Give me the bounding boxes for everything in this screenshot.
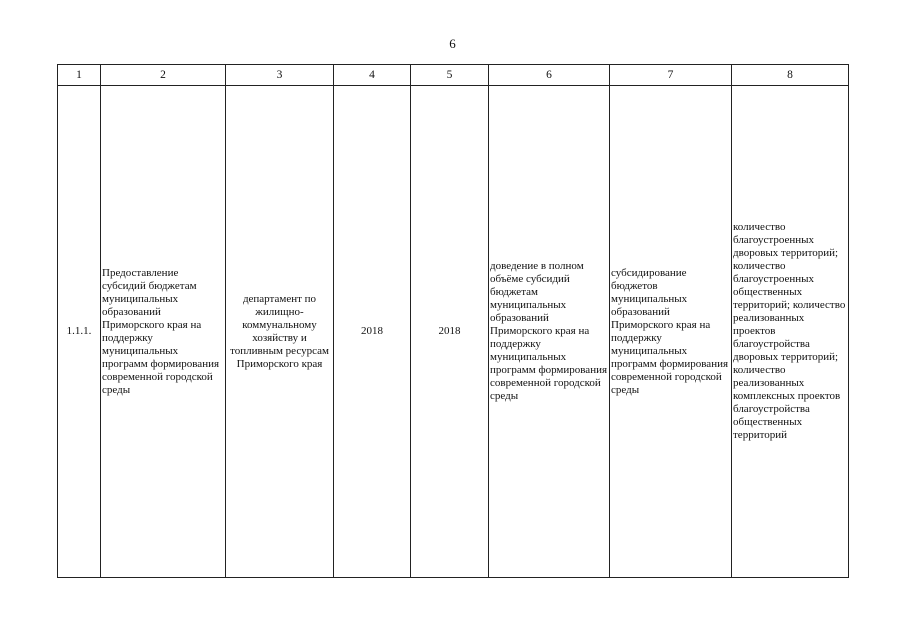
header-cell-4: 4 — [334, 65, 411, 86]
header-cell-1: 1 — [58, 65, 101, 86]
expected-result-cell: доведение в полном объёме субсидий бюджетам муниципальных образований Приморского края на поддержку муниципальных программ формирования современной городской среды — [489, 86, 610, 578]
indicators-cell: количество благоустроенных дворовых территорий; количество благоустроенных общественных территорий; количество реализованных проектов благоустройства дворовых территорий; количество реализованных комплексных проектов благоустройства общественных территорий — [732, 86, 849, 578]
page-number: 6 — [449, 36, 456, 51]
implementation-cell: субсидирование бюджетов муниципальных образований Приморского края на поддержку муниципальных программ формирования современной городской среды — [610, 86, 732, 578]
header-cell-2: 2 — [101, 65, 226, 86]
activity-name-cell: Предоставление субсидий бюджетам муниципальных образований Приморского края на поддержку муниципальных программ формирования современной городской среды — [101, 86, 226, 578]
header-cell-6: 6 — [489, 65, 610, 86]
header-cell-8: 8 — [732, 65, 849, 86]
header-row — [58, 65, 849, 86]
header-cell-3: 3 — [226, 65, 334, 86]
header-cell-7: 7 — [610, 65, 732, 86]
executor-cell: департамент по жилищно-коммунальному хозяйству и топливным ресурсам Приморского края — [226, 86, 334, 578]
start-year-cell: 2018 — [334, 86, 411, 578]
header-cell-5: 5 — [411, 65, 489, 86]
table-row — [58, 86, 849, 578]
program-table — [57, 64, 849, 578]
end-year-cell: 2018 — [411, 86, 489, 578]
row-number-cell: 1.1.1. — [58, 86, 101, 578]
